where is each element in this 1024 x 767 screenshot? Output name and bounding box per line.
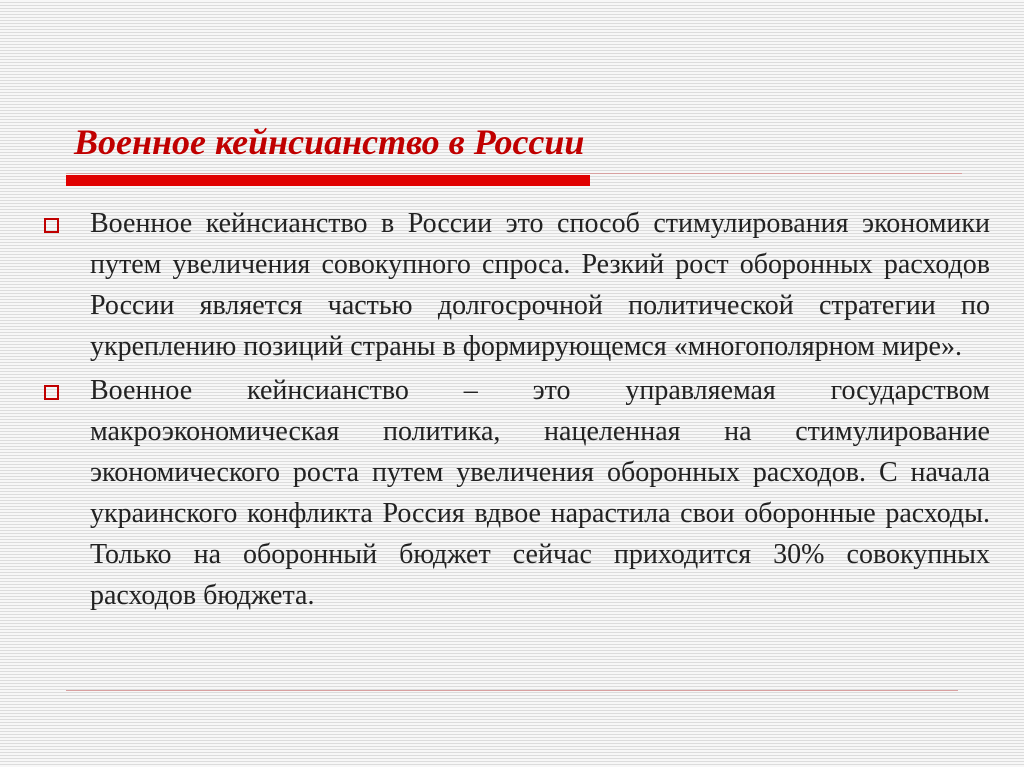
slide-title: Военное кейнсианство в России	[74, 122, 585, 162]
square-bullet-icon	[44, 218, 59, 233]
bullet-item-2	[40, 370, 990, 616]
bullet-list	[40, 203, 990, 619]
bullet-item-1	[40, 203, 990, 367]
square-bullet-icon	[44, 385, 59, 400]
title-accent-bar	[66, 175, 590, 186]
footer-divider-line	[66, 690, 958, 691]
bullet-text-1: Военное кейнсианство в России это способ стимулирования экономики путем увеличения совокупного спроса. Резкий рост оборонных расходов России является частью долгосрочной политической стратегии по укреплению позиций страны в формирующемся «многополярном мире».	[90, 208, 990, 362]
bullet-text-2: Военное кейнсианство – это управляемая государством макроэкономическая политика, нацеленная на стимулирование экономического роста путем увеличения оборонных расходов. С начала украинского конфликта Россия вдвое нарастила свои оборонные расходы. Только на оборонный бюджет сейчас приходится 30% совокупных расходов бюджета.	[90, 375, 990, 611]
title-divider-line	[66, 173, 962, 174]
